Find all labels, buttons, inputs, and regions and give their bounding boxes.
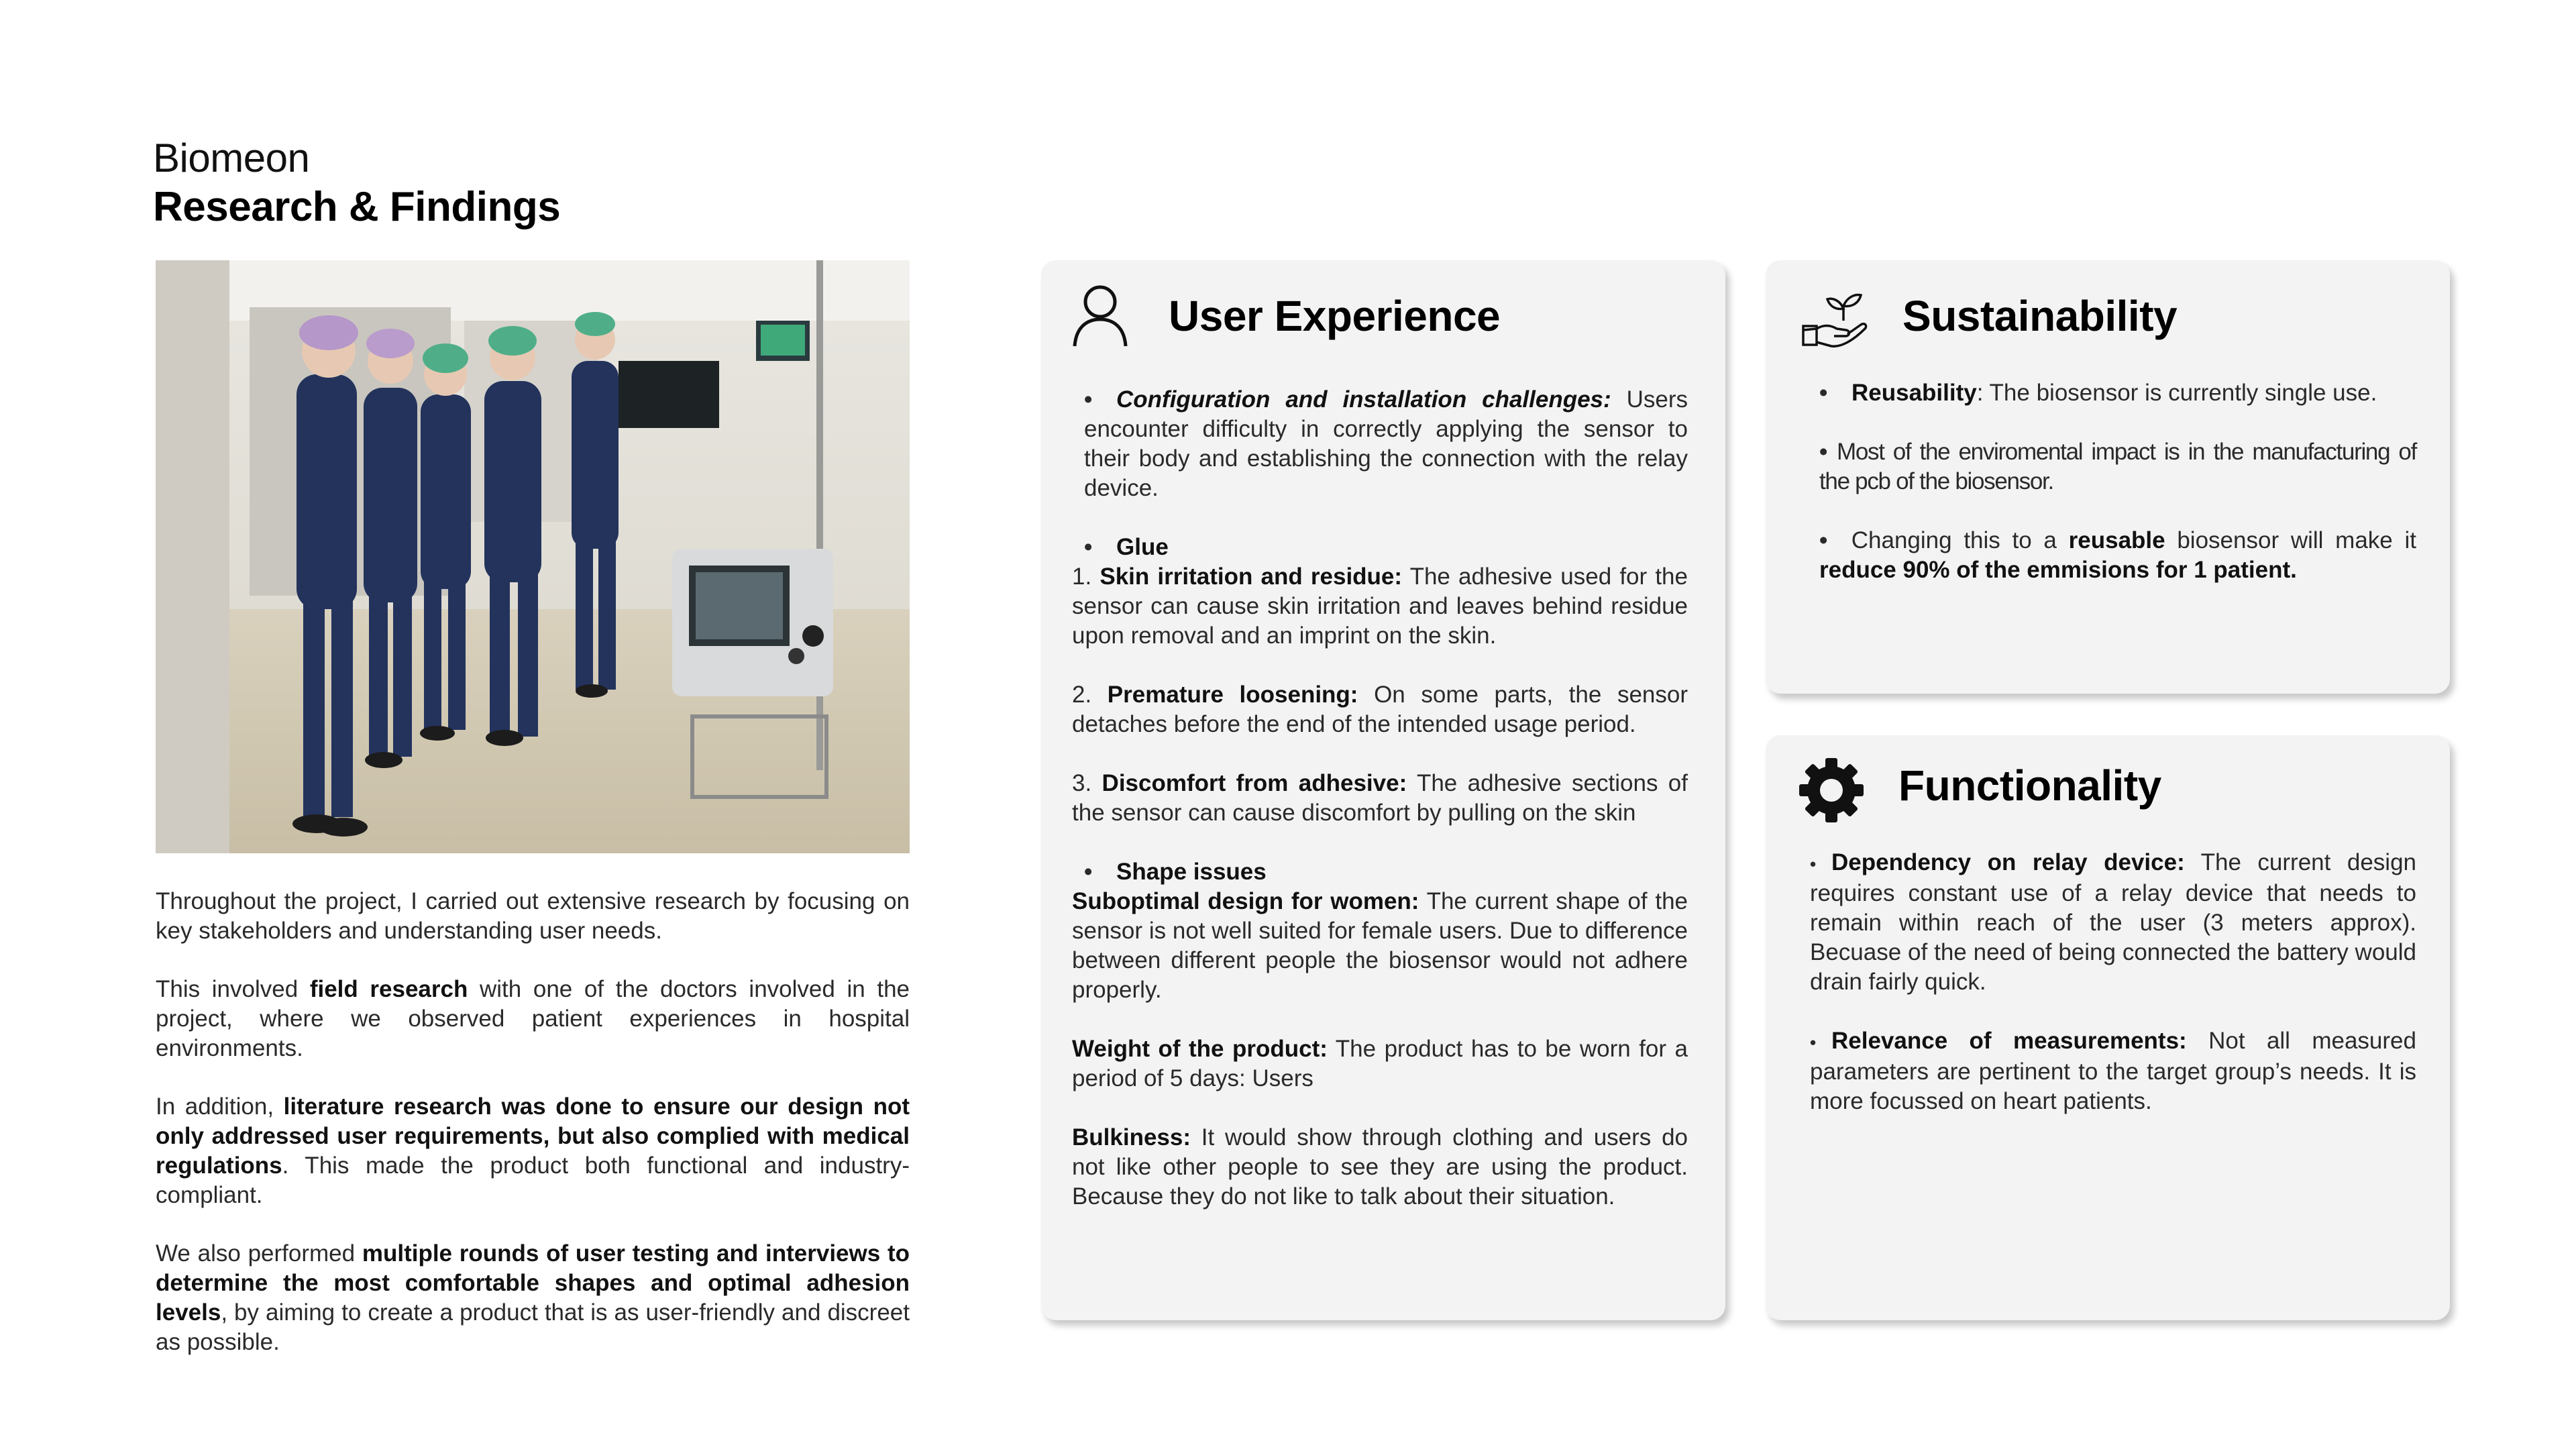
summary-paragraph-3: In addition, literature research was done to ensure our design not only addressed user requirements, but also complied with medical regulations. This made the product both functional and industry-compliant. [156,1093,910,1208]
environmental-impact-item: • Most of the enviromental impact is in the manufacturing of the pcb of the biosensor. [1819,439,2416,494]
hand-plant-icon [1801,291,1870,347]
sustainability-card [1766,260,2450,694]
sustainability-body [1819,378,2416,614]
page-title: Research & Findings [153,184,561,230]
user-experience-title: User Experience [1169,292,1501,340]
photo-illustration [156,260,910,853]
reusable-change-item: • Changing this to a reusable biosensor will make it reduce 90% of the emmisions for 1 patient. [1819,527,2416,583]
summary-paragraph-1: Throughout the project, I carried out extensive research by focusing on key stakeholders and understanding user needs. [156,888,910,944]
weight-item: Weight of the product: The product has to be worn for a period of 5 days: Users [1072,1036,1688,1091]
config-challenges-item: • Configuration and installation challenges: Users encounter difficulty in correctly applying the sensor to their body and establishing the connection with the relay device. [1084,386,1688,501]
page-header [153,134,560,232]
user-experience-body [1072,385,1688,1241]
sustainability-title: Sustainability [1902,292,2178,340]
functionality-title: Functionality [1898,761,2161,810]
premature-loosening-item: 2. Premature loosening: On some parts, the sensor detaches before the end of the intended usage period. [1072,682,1688,737]
discomfort-adhesive-item: 3. Discomfort from adhesive: The adhesive sections of the sensor can cause discomfort by pulling on the skin [1072,770,1688,826]
functionality-body [1810,848,2416,1146]
research-summary [156,887,910,1386]
user-icon [1072,283,1128,347]
user-experience-card [1041,260,1725,1320]
functionality-card [1766,735,2450,1320]
measurement-relevance-item: • Relevance of measurements: Not all measured parameters are pertinent to the target group’s needs. It is more focussed on heart patients. [1810,1028,2416,1114]
glue-item: • Glue 1. Skin irritation and residue: The adhesive used for the sensor can cause skin irritation and leaves behind residue upon removal and an imprint on the skin. [1072,534,1688,649]
bulkiness-item: Bulkiness: It would show through clothing and users do not like other people to see they are using the product. Because they do not like to talk about their situation. [1072,1124,1688,1210]
gear-icon [1796,755,1866,825]
shape-issues-item: • Shape issues Suboptimal design for women: The current shape of the sensor is not well suited for female users. Due to difference between different people the biosensor would not adhere properly. [1072,859,1688,1003]
summary-paragraph-2: This involved field research with one of the doctors involved in the project, where we observed patient experiences in hospital environments. [156,976,910,1061]
reusability-item: • Reusability: The biosensor is currently single use. [1819,380,2377,406]
relay-dependency-item: • Dependency on relay device: The current design requires constant use of a relay device that needs to remain within reach of the user (3 meters approx). Becuase of the need of being connected the battery would drain fairly quick. [1810,849,2416,995]
summary-paragraph-4: We also performed multiple rounds of user testing and interviews to determine the most comfortable shapes and optimal adhesion levels, by aiming to create a product that is as user-friendly and discreet as possible. [156,1240,910,1355]
field-research-photo [156,260,910,853]
brand-name: Biomeon [153,136,310,180]
